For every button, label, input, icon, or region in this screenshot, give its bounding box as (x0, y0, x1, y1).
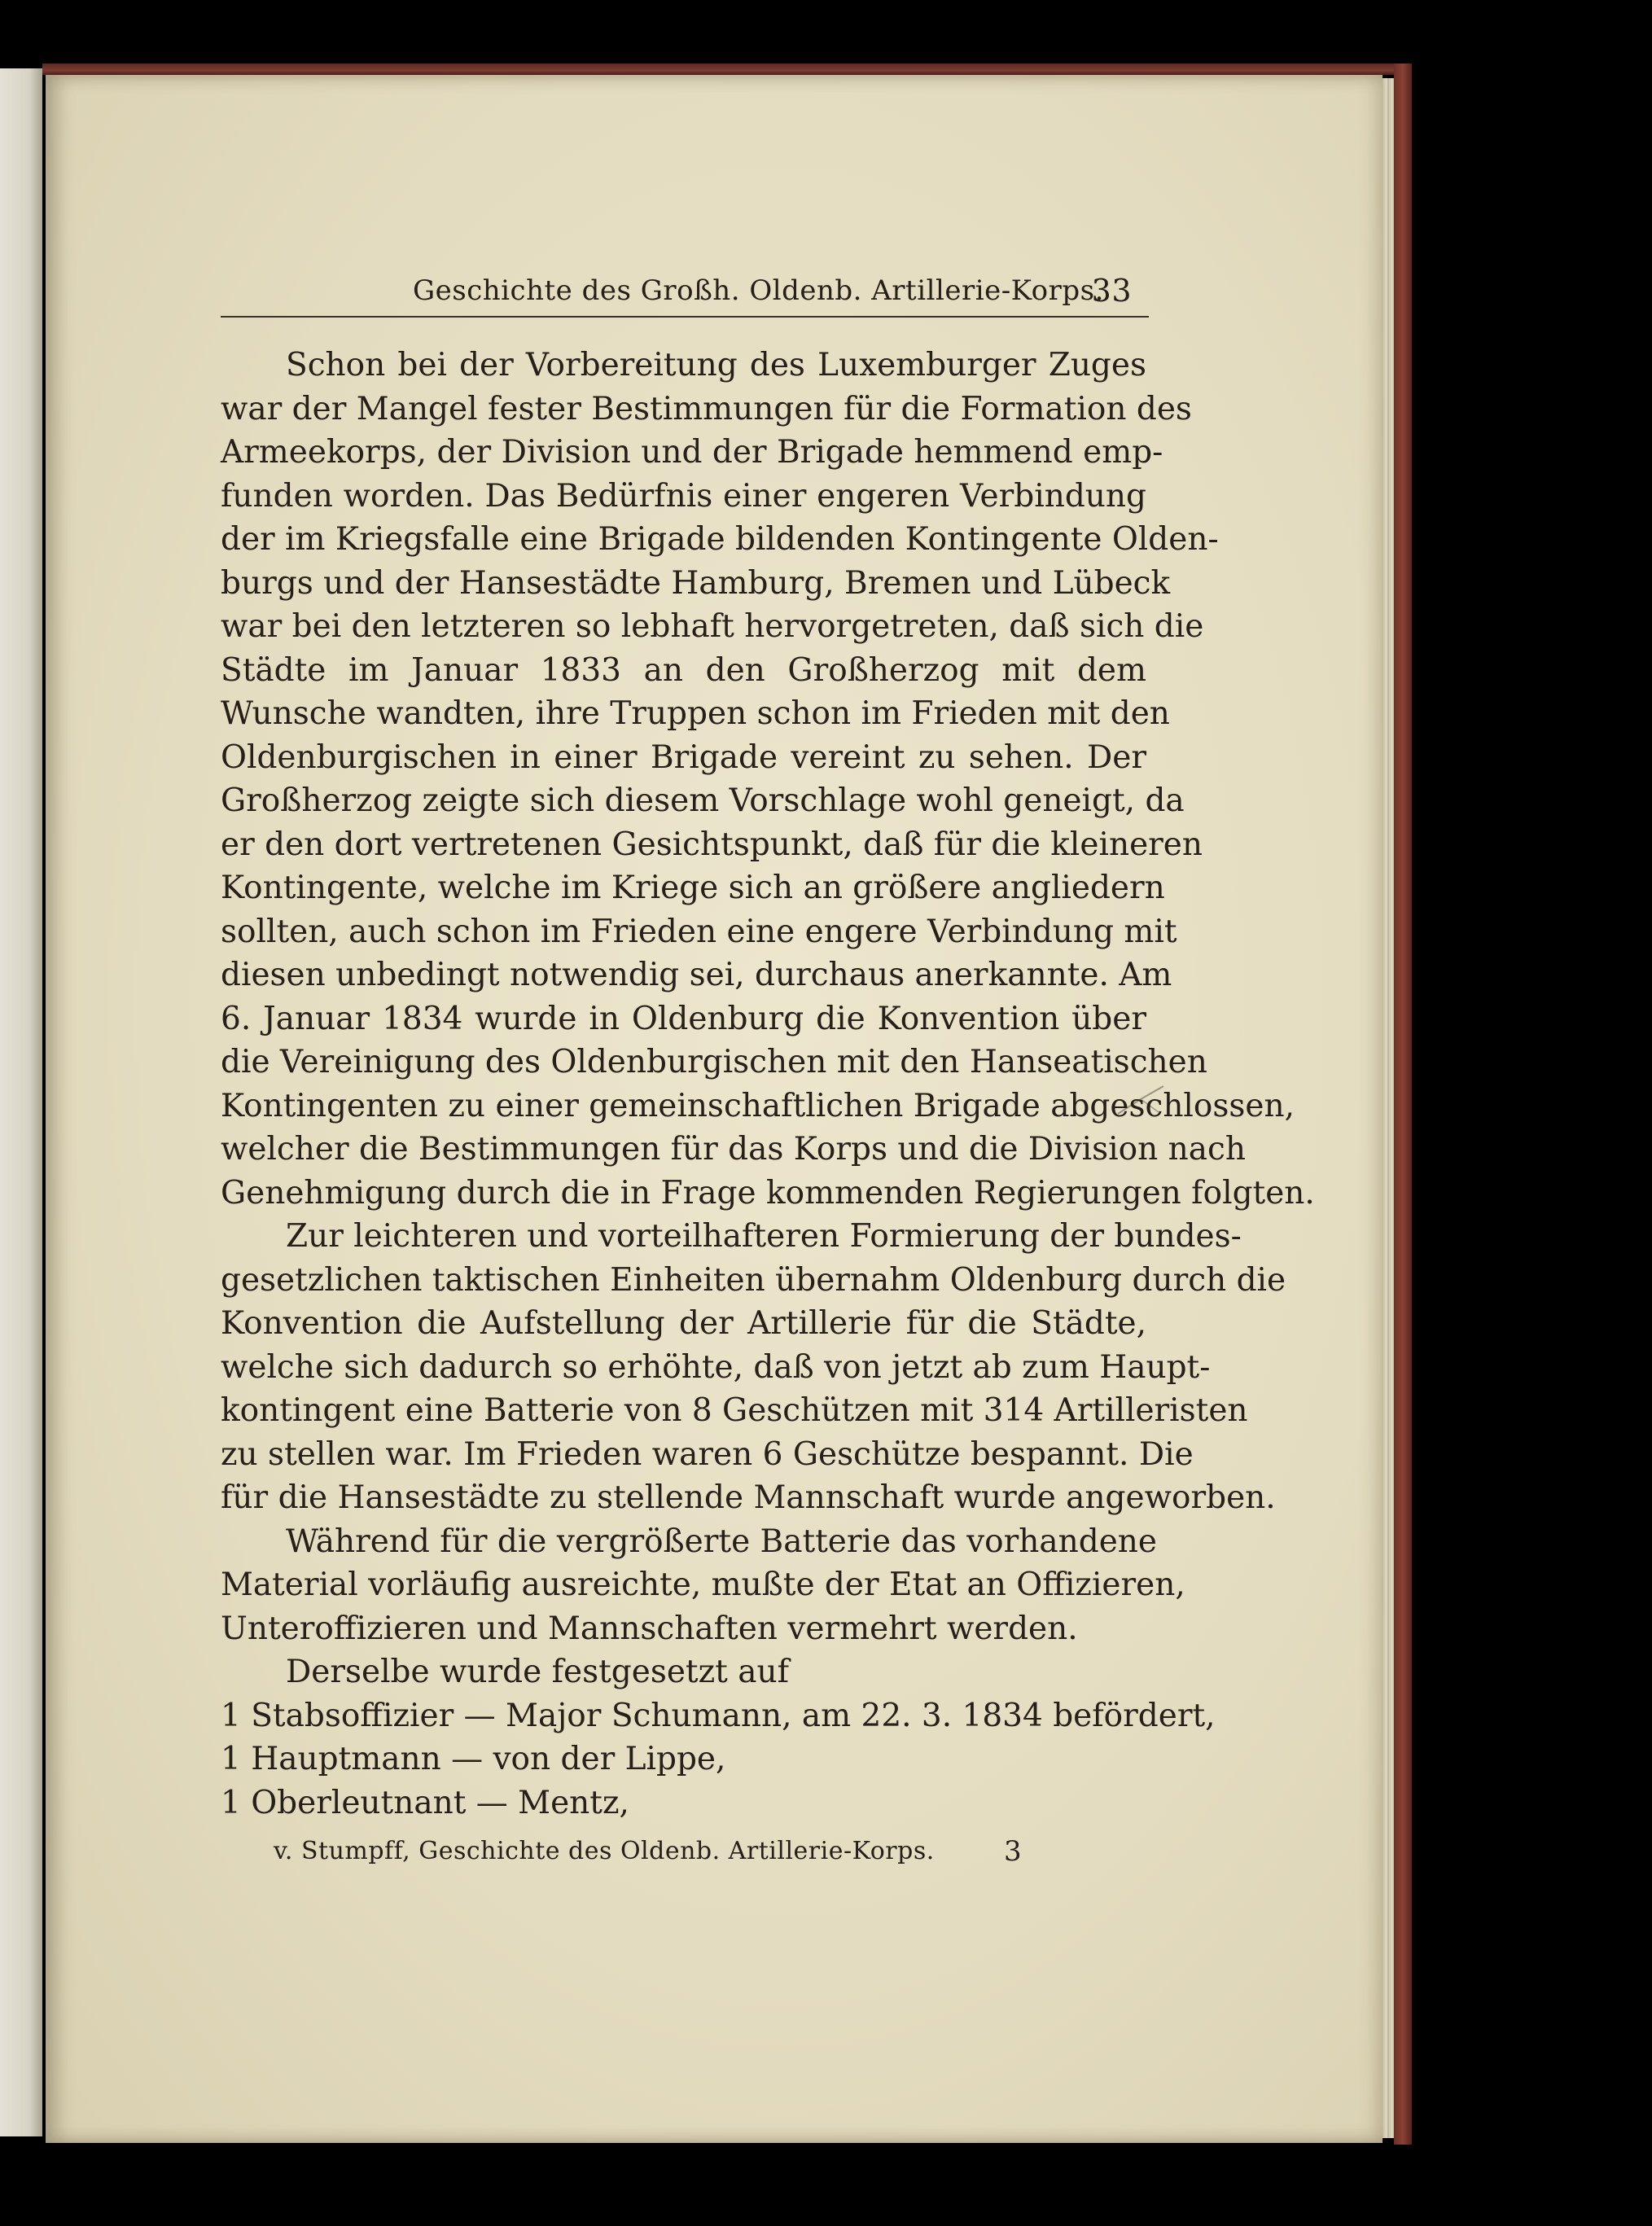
bogen-signature: v. Stumpff, Geschichte des Oldenb. Artillerie-Korps. (274, 1837, 935, 1865)
body-text (221, 344, 1315, 1825)
book-cover-right-edge (1394, 64, 1412, 2145)
text-line: diesen unbedingt notwendig sei, durchaus anerkannte. Am (221, 957, 1172, 993)
text-line: Schon bei der Vorbereitung des Luxemburger Zuges (286, 347, 1146, 383)
running-head (221, 270, 1146, 311)
facing-page-edge (0, 68, 42, 2136)
text-line: Großherzog zeigte sich diesem Vorschlage wohl geneigt, da (221, 782, 1185, 819)
book-cover-top-edge (42, 64, 1404, 75)
roster-item: 1 Oberleutnant — Mentz, (221, 1784, 629, 1821)
text-line: 6. Januar 1834 wurde in Oldenburg die Konvention über (221, 1000, 1146, 1037)
text-line: die Vereinigung des Oldenburgischen mit den Hanseatischen (221, 1044, 1207, 1080)
text-line: Derselbe wurde festgesetzt auf (286, 1654, 790, 1690)
text-line: er den dort vertretenen Gesichtspunkt, daß für die kleineren (221, 826, 1203, 863)
text-line: Zur leichteren und vorteilhafteren Formierung der bundes- (286, 1218, 1242, 1255)
text-line: für die Hansestädte zu stellende Mannschaft wurde angeworben. (221, 1479, 1276, 1516)
text-line: Material vorläufig ausreichte, mußte der Etat an Offizieren, (221, 1567, 1185, 1603)
paragraph (221, 344, 1315, 1215)
text-line: Städte im Januar 1833 an den Großherzog mit dem (221, 651, 1146, 689)
text-line: war der Mangel fester Bestimmungen für die Formation des (221, 390, 1192, 427)
text-line: Kontingente, welche im Kriege sich an größere angliedern (221, 870, 1165, 906)
header-rule (221, 316, 1149, 318)
text-line: funden worden. Das Bedürfnis einer engeren Verbindung (221, 477, 1146, 515)
page (46, 75, 1383, 2143)
text-line: Während für die vergrößerte Batterie das vorhandene (286, 1523, 1157, 1560)
officer-roster (221, 1694, 1216, 1825)
text-line: Oldenburgischen in einer Brigade vereint zu sehen. Der (221, 738, 1146, 776)
text-line: burgs und der Hansestädte Hamburg, Bremen und Lübeck (221, 564, 1171, 602)
text-line: welche sich dadurch so erhöhte, daß von jetzt ab zum Haupt- (221, 1348, 1211, 1386)
text-line: Armeekorps, der Division und der Brigade hemmend emp- (221, 434, 1163, 471)
paragraph (221, 1215, 1286, 1520)
text-line: Kontingenten zu einer gemeinschaftlichen Brigade abgeschlossen, (221, 1087, 1295, 1124)
text-line: Konvention die Aufstellung der Artillerie für die Städte, (221, 1305, 1146, 1342)
bogen-signature-number: 3 (1004, 1835, 1022, 1868)
text-line: Unteroffizieren und Mannschaften vermehrt werden. (221, 1610, 1078, 1647)
text-line: kontingent eine Batterie von 8 Geschützen mit 314 Artilleristen (221, 1392, 1248, 1429)
roster-item: 1 Stabsoffizier — Major Schumann, am 22. 3. 1834 befördert, (221, 1697, 1216, 1734)
page-number: 33 (1091, 273, 1132, 309)
text-line: Genehmigung durch die in Frage kommenden Regierungen folgten. (221, 1174, 1315, 1212)
text-line: welcher die Bestimmungen für das Korps und die Division nach (221, 1131, 1246, 1168)
text-line: sollten, auch schon im Frieden eine engere Verbindung mit (221, 913, 1177, 950)
text-line: gesetzlichen taktischen Einheiten übernahm Oldenburg durch die (221, 1261, 1286, 1299)
running-title: Geschichte des Großh. Oldenb. Artillerie-Korps. (413, 274, 1104, 307)
paragraph (221, 1650, 1146, 1694)
roster-item: 1 Hauptmann — von der Lippe, (221, 1741, 726, 1777)
text-line: zu stellen war. Im Frieden waren 6 Geschütze bespannt. Die (221, 1435, 1194, 1473)
text-line: Wunsche wandten, ihre Truppen schon im Frieden mit den (221, 695, 1170, 732)
text-line: war bei den letzteren so lebhaft hervorgetreten, daß sich die (221, 608, 1204, 645)
signature-line (221, 1834, 1146, 1869)
paragraph (221, 1520, 1185, 1651)
text-line: der im Kriegsfalle eine Brigade bildenden Kontingente Olden- (221, 521, 1219, 558)
